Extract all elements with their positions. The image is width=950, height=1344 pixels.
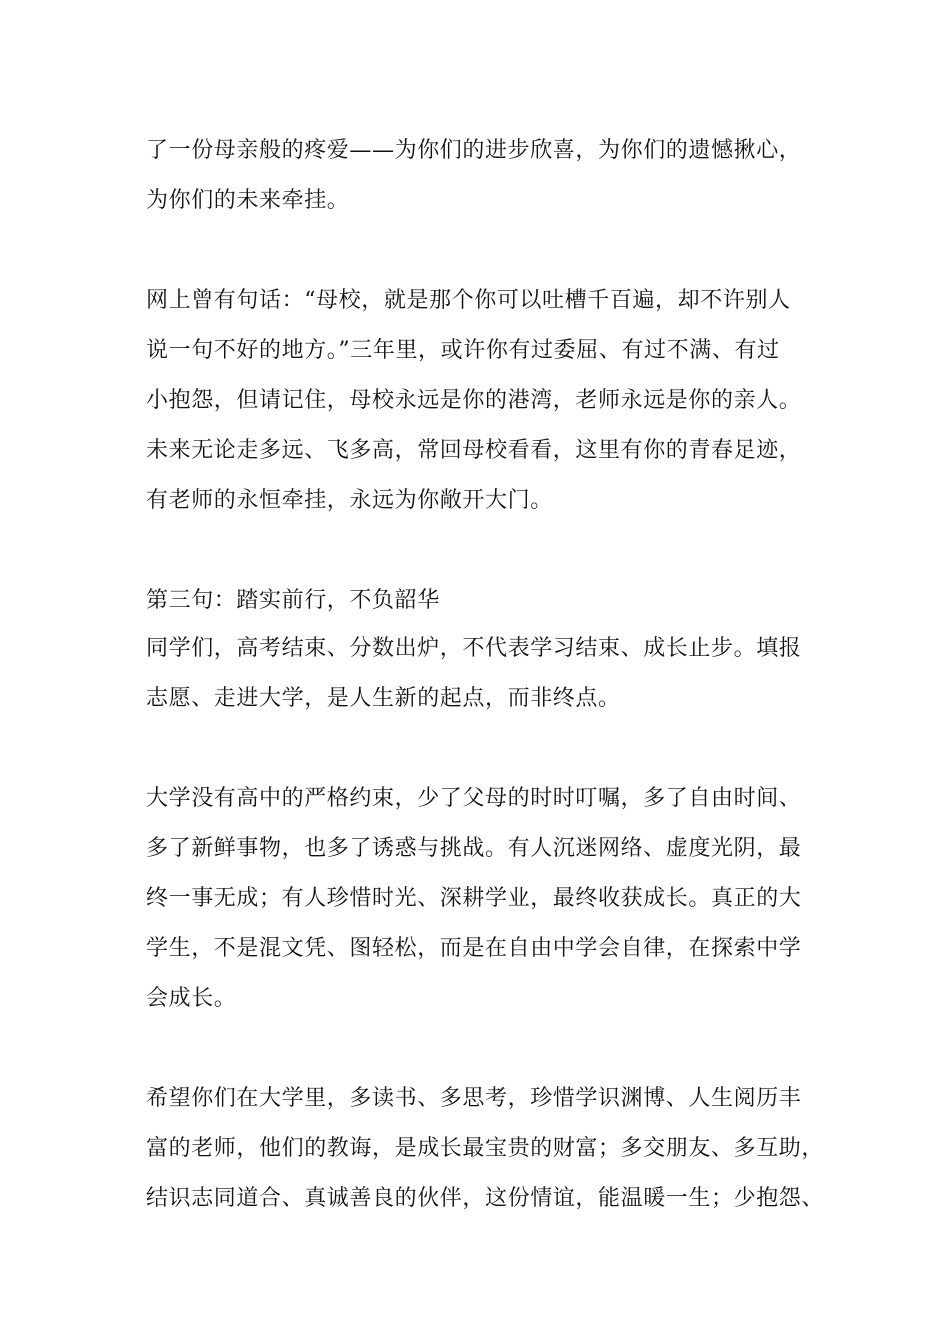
paragraph-2-line-5: 有老师的永恒牵挂，永远为你敞开大门。 [146,488,553,513]
paragraph-3-line-1: 同学们，高考结束、分数出炉，不代表学习结束、成长止步。填报 [146,636,802,661]
paragraph-2-line-4: 未来无论走多远、飞多高，常回母校看看，这里有你的青春足迹， [146,438,802,463]
paragraph-2-line-3: 小抱怨，但请记住，母校永远是你的港湾，老师永远是你的亲人。 [146,388,802,413]
paragraph-1-line-2: 为你们的未来牵挂。 [146,188,350,213]
paragraph-5-line-3: 结识志同道合、真诚善良的伙伴，这份情谊，能温暖一生；少抱怨、 [146,1186,825,1211]
paragraph-4-line-5: 会成长。 [146,986,237,1011]
paragraph-4-line-2: 多了新鲜事物，也多了诱惑与挑战。有人沉迷网络、虚度光阴，最 [146,836,802,861]
paragraph-2-line-1: 网上曾有句话：“母校，就是那个你可以吐槽千百遍，却不许别人 [146,288,791,313]
paragraph-4-line-1: 大学没有高中的严格约束，少了父母的时时叮嘱，多了自由时间、 [146,786,802,811]
paragraph-3-line-2: 志愿、走进大学，是人生新的起点，而非终点。 [146,686,621,711]
paragraph-2-line-2: 说一句不好的地方。”三年里，或许你有过委屈、有过不满、有过 [146,338,780,363]
paragraph-5-line-1: 希望你们在大学里，多读书、多思考，珍惜学识渊博、人生阅历丰 [146,1086,802,1111]
section-heading: 第三句：踏实前行，不负韶华 [146,588,440,613]
paragraph-4-line-4: 学生，不是混文凭、图轻松，而是在自由中学会自律，在探索中学 [146,936,802,961]
paragraph-4-line-3: 终一事无成；有人珍惜时光、深耕学业，最终收获成长。真正的大 [146,886,802,911]
paragraph-5-line-2: 富的老师，他们的教诲，是成长最宝贵的财富；多交朋友、多互助， [146,1136,825,1161]
paragraph-1-line-1: 了一份母亲般的疼爱——为你们的进步欣喜，为你们的遗憾揪心， [146,138,802,163]
